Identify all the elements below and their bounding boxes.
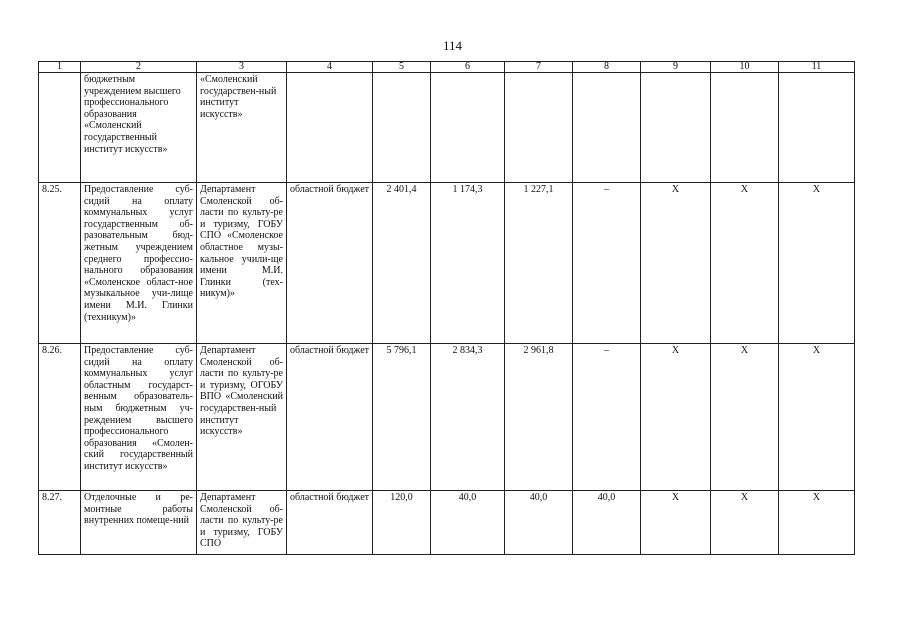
indicator-col-10 xyxy=(711,73,779,183)
executor: Департамент Смоленской об-ласти по культу-ре и туризму, ГОБУ СПО «Смоленское областное музы-кальное учили-ще имени М.И. Глинки (тех-никум)» xyxy=(197,183,287,344)
table-row xyxy=(39,183,855,344)
executor: Департамент Смоленской об-ласти по культу-ре и туризму, ОГОБУ ВПО «Смоленский государствен-ный институт искусств» xyxy=(197,344,287,491)
header-cell: 7 xyxy=(505,62,573,73)
row-number: 8.26. xyxy=(39,344,81,491)
indicator-col-9: X xyxy=(641,491,711,555)
indicator-col-11: X xyxy=(779,183,855,344)
header-cell: 11 xyxy=(779,62,855,73)
total-value: 2 401,4 xyxy=(373,183,431,344)
total-value: 5 796,1 xyxy=(373,344,431,491)
funding-source: областной бюджет xyxy=(287,344,373,491)
header-cell: 6 xyxy=(431,62,505,73)
indicator-col-11: X xyxy=(779,344,855,491)
value-year-1 xyxy=(431,73,505,183)
funding-source xyxy=(287,73,373,183)
indicator-col-10: X xyxy=(711,183,779,344)
indicator-col-11: X xyxy=(779,491,855,555)
header-cell: 4 xyxy=(287,62,373,73)
measure-name: бюджетным учреждением высшего профессионального образования «Смоленский государственный институт искусств» xyxy=(81,73,197,183)
measure-name: Отделочные и ре-монтные работы внутренних помеще-ний xyxy=(81,491,197,555)
total-value: 120,0 xyxy=(373,491,431,555)
header-cell: 5 xyxy=(373,62,431,73)
header-cell: 2 xyxy=(81,62,197,73)
table-header-row xyxy=(39,62,855,73)
budget-table xyxy=(38,61,855,555)
funding-source: областной бюджет xyxy=(287,183,373,344)
value-year-3: – xyxy=(573,183,641,344)
page-number: 114 xyxy=(442,38,463,53)
header-cell: 1 xyxy=(39,62,81,73)
total-value xyxy=(373,73,431,183)
indicator-col-11 xyxy=(779,73,855,183)
value-year-3 xyxy=(573,73,641,183)
executor: Департамент Смоленской об-ласти по культу-ре и туризму, ГОБУ СПО xyxy=(197,491,287,555)
row-number: 8.25. xyxy=(39,183,81,344)
measure-name: Предоставление суб-сидий на оплату коммунальных услуг государственным об-разовательным бюд-жетным учреждением среднего профессио-нального образования «Смоленское област-ное музыкальное учи-лище имени М.И. Глинки (техникум)» xyxy=(81,183,197,344)
table-row xyxy=(39,344,855,491)
measure-name: Предоставление суб-сидий на оплату коммунальных услуг областным государст-венным образователь-ным бюджетным уч-реждением высшего профессионального образования «Смолен-ский государственный институт искусств» xyxy=(81,344,197,491)
value-year-2 xyxy=(505,73,573,183)
row-number: 8.27. xyxy=(39,491,81,555)
value-year-1: 40,0 xyxy=(431,491,505,555)
funding-source: областной бюджет xyxy=(287,491,373,555)
value-year-1: 1 174,3 xyxy=(431,183,505,344)
header-cell: 3 xyxy=(197,62,287,73)
value-year-3: 40,0 xyxy=(573,491,641,555)
indicator-col-9: X xyxy=(641,183,711,344)
value-year-2: 40,0 xyxy=(505,491,573,555)
indicator-col-10: X xyxy=(711,491,779,555)
header-cell: 8 xyxy=(573,62,641,73)
value-year-2: 1 227,1 xyxy=(505,183,573,344)
executor: «Смоленский государствен-ный институт искусств» xyxy=(197,73,287,183)
value-year-1: 2 834,3 xyxy=(431,344,505,491)
header-cell: 9 xyxy=(641,62,711,73)
indicator-col-10: X xyxy=(711,344,779,491)
indicator-col-9 xyxy=(641,73,711,183)
table-row xyxy=(39,73,855,183)
value-year-3: – xyxy=(573,344,641,491)
row-number xyxy=(39,73,81,183)
indicator-col-9: X xyxy=(641,344,711,491)
table-row xyxy=(39,491,855,555)
header-cell: 10 xyxy=(711,62,779,73)
value-year-2: 2 961,8 xyxy=(505,344,573,491)
